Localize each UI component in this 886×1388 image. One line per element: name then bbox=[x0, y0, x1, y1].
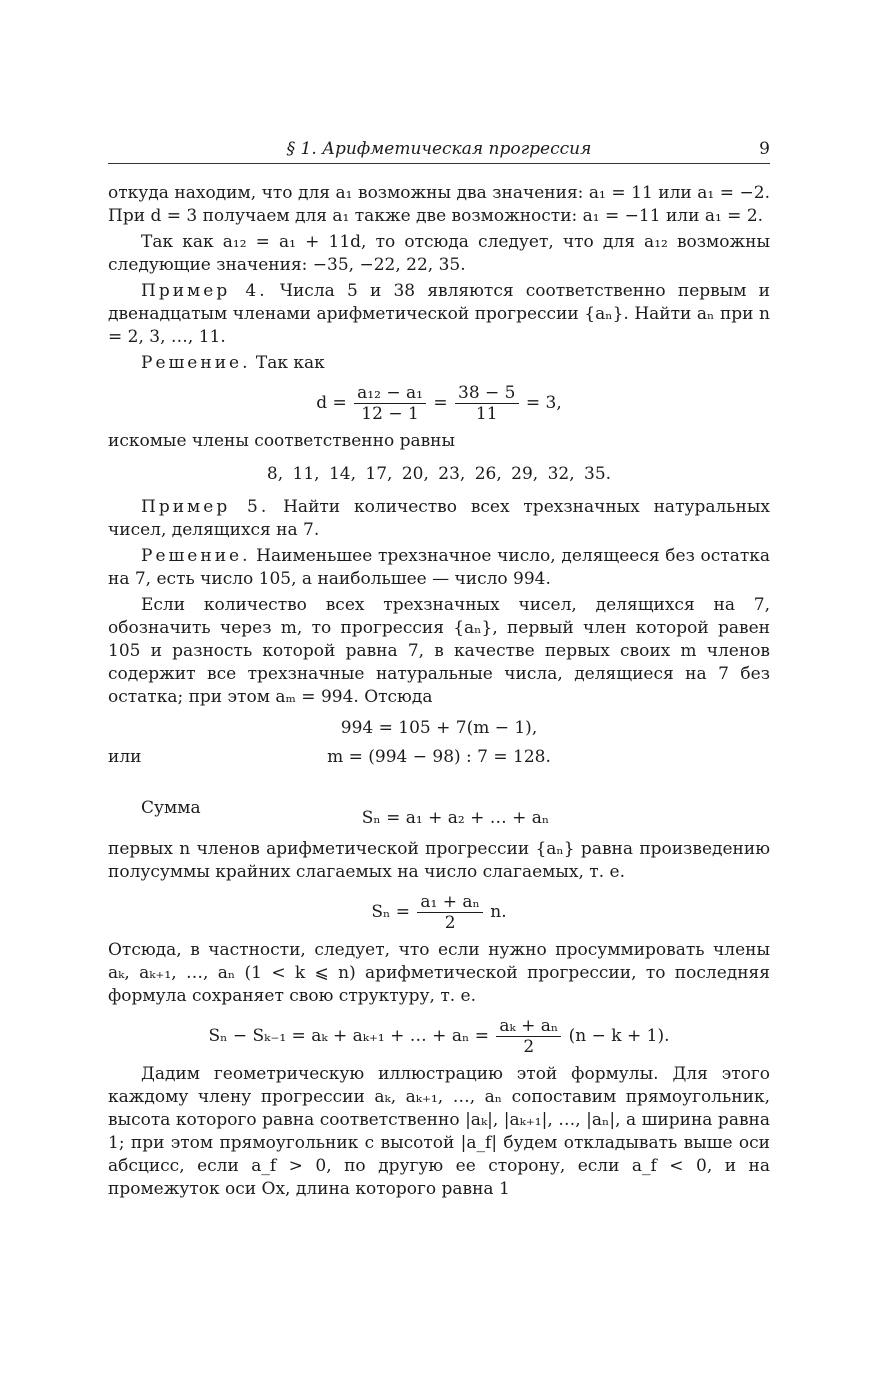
numerator: 38 − 5 bbox=[455, 383, 519, 404]
formula-diff bbox=[108, 1016, 770, 1057]
formula-994: 994 = 105 + 7(m − 1), bbox=[340, 718, 538, 738]
example-label: Пример 4. bbox=[141, 281, 268, 301]
paragraph: Отсюда, в частности, следует, что если нужно просуммировать члены aₖ, aₖ₊₁, …, aₙ (1 < k ⩽ n) арифметической прогрессии, то последняя формула сохраняет свою структуру, т. е. bbox=[108, 940, 770, 1006]
paragraph: Если количество всех трехзначных чисел, делящихся на 7, обозначить через m, то прогрессия {aₙ}, первый член которой равен 105 и разность которой равна 7, в качестве первых своих m членов содержит все трехзначные натуральные числа, делящиеся на 7 без остатка; при этом aₘ = 994. Отсюда bbox=[108, 595, 770, 707]
denominator: 2 bbox=[444, 913, 456, 933]
example-text: Числа 5 и 38 являются соответственно первым и двенадцатым членами арифметической прогрессии {aₙ}. Найти aₙ при n = 2, 3, …, 11. bbox=[108, 281, 770, 347]
formula-m: m = (994 − 98) : 7 = 128. bbox=[327, 747, 551, 767]
solution-4 bbox=[108, 352, 770, 375]
solution-text: Так как bbox=[250, 353, 325, 373]
formula-d bbox=[108, 383, 770, 424]
page-header bbox=[108, 139, 770, 164]
solution-text: Наименьшее трехзначное число, делящееся без остатка на 7, есть число 105, а наибольшее — число 994. bbox=[108, 546, 770, 589]
paragraph: Так как a₁₂ = a₁ + 11d, то отсюда следует, что для a₁₂ возможны следующие значения: −35, −22, 22, 35. bbox=[108, 232, 770, 275]
denominator: 12 − 1 bbox=[361, 404, 419, 424]
fraction bbox=[455, 383, 519, 424]
example-label: Пример 5. bbox=[141, 497, 270, 517]
paragraph: Дадим геометрическую иллюстрацию этой формулы. Для этого каждому члену прогрессии aₖ, aₖ₊₁, …, aₙ сопоставим прямоугольник, высота которого равна соответственно |aₖ|, |aₖ₊₁|, …, |aₙ|, а ширина равна 1; при этом прямоугольник с высотой |a_f| будем откладывать выше оси абсцисс, если a_f > 0, по другую ее сторону, если a_f < 0, и на промежуток оси Ox, длина которого равна 1 bbox=[108, 1064, 770, 1199]
solution-label: Решение. bbox=[141, 546, 251, 566]
fraction bbox=[417, 892, 483, 933]
paragraph: первых n членов арифметической прогрессии {aₙ} равна произведению полусуммы крайних слагаемых на число слагаемых, т. е. bbox=[108, 839, 770, 882]
formula-m-row: или m = (994 − 98) : 7 = 128. bbox=[108, 746, 770, 769]
page-body bbox=[108, 182, 770, 1204]
sum-word: Сумма bbox=[141, 798, 201, 818]
formula-part: = 3, bbox=[525, 393, 562, 413]
formula-part: d = bbox=[316, 393, 347, 413]
paragraph: откуда находим, что для a₁ возможны два значения: a₁ = 11 или a₁ = −2. При d = 3 получаем для a₁ также две возможности: a₁ = −11 или a₁ = 2. bbox=[108, 183, 770, 226]
sequence-values: 8, 11, 14, 17, 20, 23, 26, 29, 32, 35. bbox=[266, 464, 612, 484]
formula-part: (n − k + 1). bbox=[568, 1026, 670, 1046]
example-text: Найти количество всех трехзначных натуральных чисел, делящихся на 7. bbox=[108, 497, 771, 540]
numerator: a₁ + aₙ bbox=[417, 892, 483, 913]
formula-sn-def: Sₙ = a₁ + a₂ + … + aₙ bbox=[361, 808, 550, 828]
formula-sn bbox=[108, 892, 770, 933]
formula-part: n. bbox=[490, 902, 507, 922]
formula-part: Sₙ − Sₖ₋₁ = aₖ + aₖ₊₁ + … + aₙ = bbox=[208, 1026, 489, 1046]
running-title: § 1. Арифметическая прогрессия bbox=[286, 139, 592, 159]
formula-part: = bbox=[433, 393, 448, 413]
solution-label: Решение. bbox=[141, 353, 251, 373]
fraction bbox=[496, 1016, 561, 1057]
fraction bbox=[354, 383, 426, 424]
formula-part: Sₙ = bbox=[371, 902, 410, 922]
denominator: 11 bbox=[475, 404, 498, 424]
example-5 bbox=[108, 496, 770, 542]
denominator: 2 bbox=[523, 1037, 535, 1057]
numerator: a₁₂ − a₁ bbox=[354, 383, 426, 404]
paragraph: искомые члены соответственно равны bbox=[108, 431, 456, 451]
numerator: aₖ + aₙ bbox=[496, 1016, 561, 1037]
page-number: 9 bbox=[759, 139, 770, 159]
formula-sn-row bbox=[108, 787, 770, 830]
solution-5 bbox=[108, 545, 770, 591]
example-4 bbox=[108, 280, 770, 349]
